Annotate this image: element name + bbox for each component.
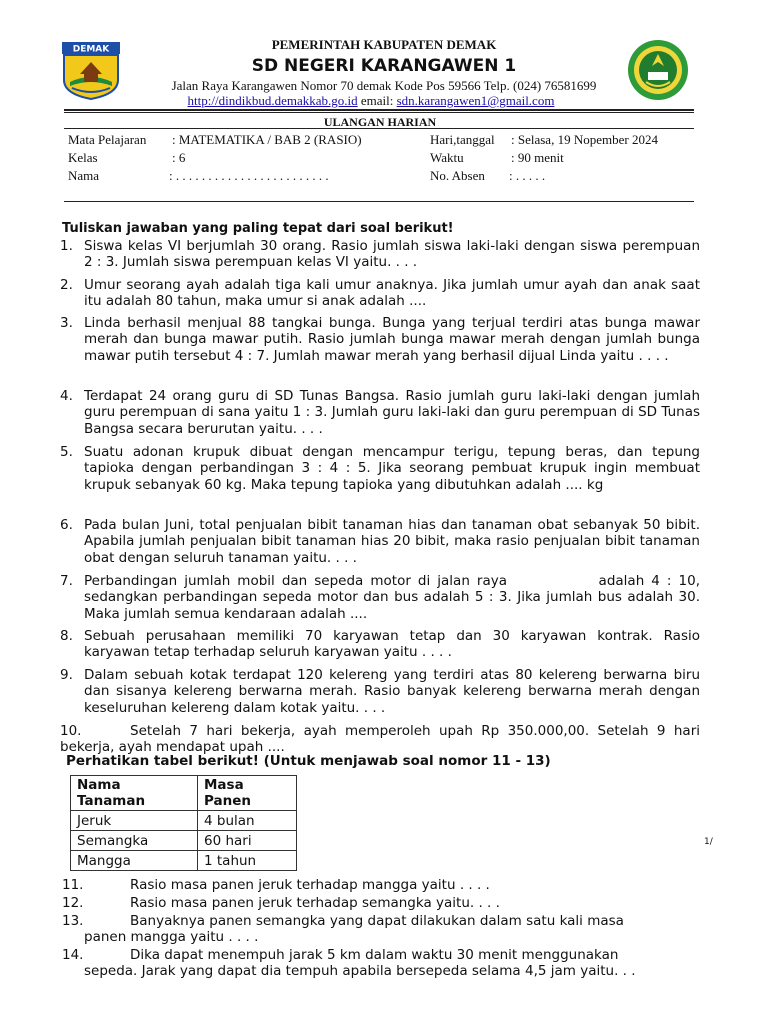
question-number: 3. [60,315,73,331]
table-row [71,811,297,831]
question-text: Rasio masa panen jeruk terhadap semangka yaitu. . . . [130,895,500,911]
question-text: Umur seorang ayah adalah tiga kali umur anaknya. Jika jumlah umur ayah dan anak saat itu adalah 80 tahun, maka umur si anak adalah .... [84,277,700,310]
question-text: Terdapat 24 orang guru di SD Tunas Bangsa. Rasio jumlah guru laki-laki dengan jumlah guru perempuan di sana yaitu 1 : 3. Jumlah guru laki-laki dan guru perempuan di SD Tunas Bangsa secara berurutan yaitu. . . . [84,388,700,437]
question-item [62,895,702,911]
question-item [60,517,700,566]
header-divider [64,109,694,111]
question-number: 10. [60,723,82,739]
question-item [62,913,702,946]
school-name: SD NEGERI KARANGAWEN 1 [251,56,517,76]
question-text-continued: panen mangga yaitu . . . . [84,929,259,946]
question-text: Banyaknya panen semangka yang dapat dilakukan dalam satu kali masa [130,913,624,929]
table-row [71,831,297,851]
question-text: Dika dapat menempuh jarak 5 km dalam waktu 30 menit menggunakan [130,947,619,963]
harvest-table [70,775,297,871]
question-item [62,947,702,980]
question-number: 11. [62,877,84,893]
name-field: : . . . . . . . . . . . . . . . . . . . . . . . . [169,168,329,183]
question-number: 12. [62,895,84,911]
table-cell: Jeruk [71,811,198,831]
table-cell: 1 tahun [198,851,297,871]
question-text: Rasio masa panen jeruk terhadap mangga yaitu . . . . [130,877,490,893]
email-link[interactable]: sdn.karangawen1@gmail.com [396,93,555,108]
contact-line [0,93,742,109]
question-text: Setelah 7 hari bekerja, ayah memperoleh upah Rp 350.000,00. Setelah 9 hari bekerja, ayah mendapat upah .... [60,723,700,756]
question-text: Dalam sebuah kotak terdapat 120 kelereng yang terdiri atas 80 kelereng berwarna biru dan sisanya kelereng berwarna merah. Rasio banyak kelereng berwarna merah dengan keseluruhan kelereng dalam kotak yaitu. . . . [84,667,700,716]
question-text: Pada bulan Juni, total penjualan bibit tanaman hias dan tanaman obat sebanyak 50 bibit. Apabila jumlah penjualan bibit tanaman hias 20 bibit, maka rasio penjualan bibit tanaman obat dengan seluruh tanaman yaitu. . . . [84,517,700,566]
class-label: Kelas [68,150,98,165]
table-header: Masa Panen [198,776,297,811]
logo-text: DEMAK [72,44,110,55]
info-divider [64,201,694,202]
website-link[interactable]: http://dindikbud.demakkab.go.id [187,93,358,108]
school-address: Jalan Raya Karangawen Nomor 70 demak Kode Pos 59566 Telp. (024) 76581699 [171,78,597,93]
table-cell: 4 bulan [198,811,297,831]
question-item [60,628,700,661]
question-item [60,723,700,756]
question-number: 5. [60,444,73,460]
question-item [62,877,702,893]
question-item [60,315,700,364]
question-number: 1. [60,238,73,254]
absen-label: No. Absen [430,168,485,183]
exam-title: ULANGAN HARIAN [323,115,437,129]
question-item [60,444,700,493]
name-label: Nama [68,168,100,183]
question-number: 2. [60,277,73,293]
question-item [60,277,700,310]
email-label: email: [360,93,394,108]
time-label: Waktu [430,150,464,165]
question-text: Siswa kelas VI berjumlah 30 orang. Rasio jumlah siswa laki-laki dengan siswa perempuan 2 : 3. Jumlah siswa perempuan kelas VI yaitu. . . . [84,238,700,271]
class-value: : 6 [172,150,186,165]
table-title: Perhatikan tabel berikut! (Untuk menjawab soal nomor 11 - 13) [66,753,551,769]
table-header-row [71,776,297,811]
day-value: : Selasa, 19 Nopember 2024 [511,132,658,147]
question-number: 8. [60,628,73,644]
time-value: : 90 menit [511,150,564,165]
question-number: 6. [60,517,73,533]
question-number: 9. [60,667,73,683]
question-item [60,667,700,716]
table-cell: Semangka [71,831,198,851]
question-number: 7. [60,573,73,589]
question-text-continued: sepeda. Jarak yang dapat dia tempuh apabila bersepeda selama 4,5 jam yaitu. . . [84,963,636,980]
question-text: Perbandingan jumlah mobil dan sepeda motor di jalan raya adalah 4 : 10, sedangkan perbandingan sepeda motor dan bus adalah 5 : 3. Jika jumlah bus adalah 30. Maka jumlah semua kendaraan adalah .... [84,573,705,622]
exam-title-divider [64,128,694,129]
question-text: Suatu adonan krupuk dibuat dengan mencampur terigu, tepung beras, dan tepung tapioka dengan perbandingan 3 : 4 : 5. Jika seorang pembuat krupuk ingin membuat krupuk sebanyak 60 kg. Maka tepung tapioka yang dibutuhkan adalah .... kg [84,444,700,493]
table-cell: 60 hari [198,831,297,851]
question-item [60,573,705,622]
question-number: 13. [62,913,84,929]
page-number: 1/ [704,837,713,847]
question-number: 14. [62,947,84,963]
instruction: Tuliskan jawaban yang paling tepat dari soal berikut! [62,221,454,236]
question-text: Sebuah perusahaan memiliki 70 karyawan tetap dan 30 karyawan kontrak. Rasio karyawan tetap terhadap seluruh karyawan yaitu . . . . [84,628,700,661]
table-row [71,851,297,871]
question-item [60,388,700,437]
table-header: Nama Tanaman [71,776,198,811]
question-text: Linda berhasil menjual 88 tangkai bunga. Bunga yang terjual terdiri atas bunga mawar merah dan bunga mawar putih. Rasio jumlah bunga mawar merah dengan jumlah bunga mawar putih tersebut 4 : 7. Jumlah mawar merah yang berhasil dijual Linda yaitu . . . . [84,315,700,364]
table-cell: Mangga [71,851,198,871]
absen-field: : . . . . . [509,168,546,183]
question-number: 4. [60,388,73,404]
government-header: PEMERINTAH KABUPATEN DEMAK [271,37,497,52]
question-item [60,238,700,271]
subject-value: : MATEMATIKA / BAB 2 (RASIO) [172,132,362,147]
subject-label: Mata Pelajaran [68,132,147,147]
day-label: Hari,tanggal [430,132,495,147]
header-divider-thin [64,112,694,113]
